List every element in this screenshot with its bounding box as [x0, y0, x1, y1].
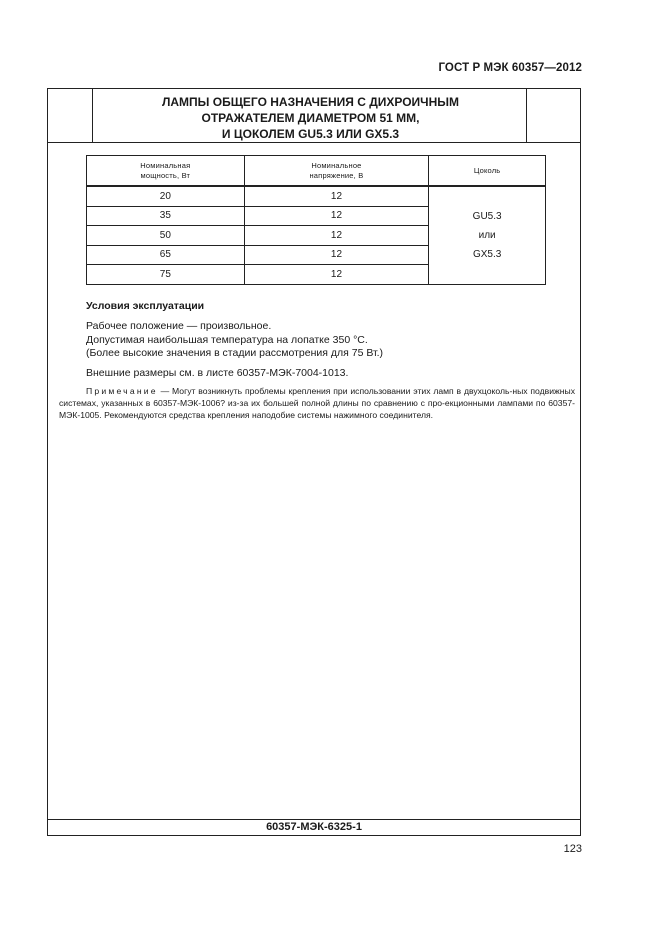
base-cell: [429, 186, 546, 284]
table-row: [87, 186, 546, 206]
power-cell: 50: [87, 226, 245, 246]
lamp-spec-table: [86, 155, 546, 285]
base-line1: GU5.3: [472, 210, 502, 222]
header-voltage-line2: напряжение, В: [309, 170, 364, 180]
title-line-1: ЛАМПЫ ОБЩЕГО НАЗНАЧЕНИЯ С ДИХРОИЧНЫМ: [161, 95, 460, 109]
header-power-line1: Номинальная: [140, 160, 191, 170]
note-lead: Примечание: [86, 386, 158, 396]
sheet-frame: [47, 88, 581, 836]
note-paragraph: [59, 385, 575, 421]
header-voltage-line1: Номинальное: [311, 160, 362, 170]
title-right-box: [526, 89, 580, 143]
header-base: Цоколь: [429, 156, 546, 187]
power-cell: 35: [87, 206, 245, 226]
higher-values-note: (Более высокие значения в стадии рассмотрения для 75 Вт.): [86, 347, 384, 359]
power-cell: 20: [87, 186, 245, 206]
voltage-cell: 12: [244, 186, 429, 206]
max-temperature: Допустимая наибольшая температура на лопатке 350 °С.: [86, 333, 368, 346]
dimensions-reference: Внешние размеры см. в листе 60357-МЭК-7004-1013.: [86, 366, 349, 379]
power-cell: 75: [87, 265, 245, 285]
header-power-line2: мощность, Вт: [140, 170, 191, 180]
voltage-cell: 12: [244, 265, 429, 285]
title-line-2: ОТРАЖАТЕЛЕМ ДИАМЕТРОМ 51 ММ,: [201, 111, 420, 125]
sheet-title: [93, 89, 528, 143]
table-header-row: [87, 156, 546, 187]
conditions-body: [86, 320, 383, 380]
power-cell: 65: [87, 245, 245, 265]
voltage-cell: 12: [244, 206, 429, 226]
header-voltage: [244, 156, 429, 187]
base-line3: GX5.3: [472, 248, 502, 260]
voltage-cell: 12: [244, 245, 429, 265]
voltage-cell: 12: [244, 226, 429, 246]
standard-number: ГОСТ Р МЭК 60357—2012: [438, 62, 582, 74]
note-text: — Могут возникнуть проблемы крепления при использовании этих ламп в двухцоколь-ных подвижных системах, указанных в 60357-МЭК-1006? из-за их большей полной длины по сравнению с про-екционными лампами по 60357-МЭК-1005. Рекомендуются средства крепления наподобие системы нажимного соединителя.: [59, 386, 575, 420]
title-line-3: И ЦОКОЛЕМ GU5.3 ИЛИ GX5.3: [221, 127, 400, 141]
sheet-code: 60357-МЭК-6325-1: [48, 819, 580, 835]
page-number: 123: [563, 843, 582, 855]
conditions-title: Условия эксплуатации: [86, 300, 205, 312]
title-left-box: [48, 89, 93, 143]
operating-position: Рабочее положение — произвольное.: [86, 320, 272, 332]
base-line2: или: [478, 229, 496, 241]
header-power: [87, 156, 245, 187]
